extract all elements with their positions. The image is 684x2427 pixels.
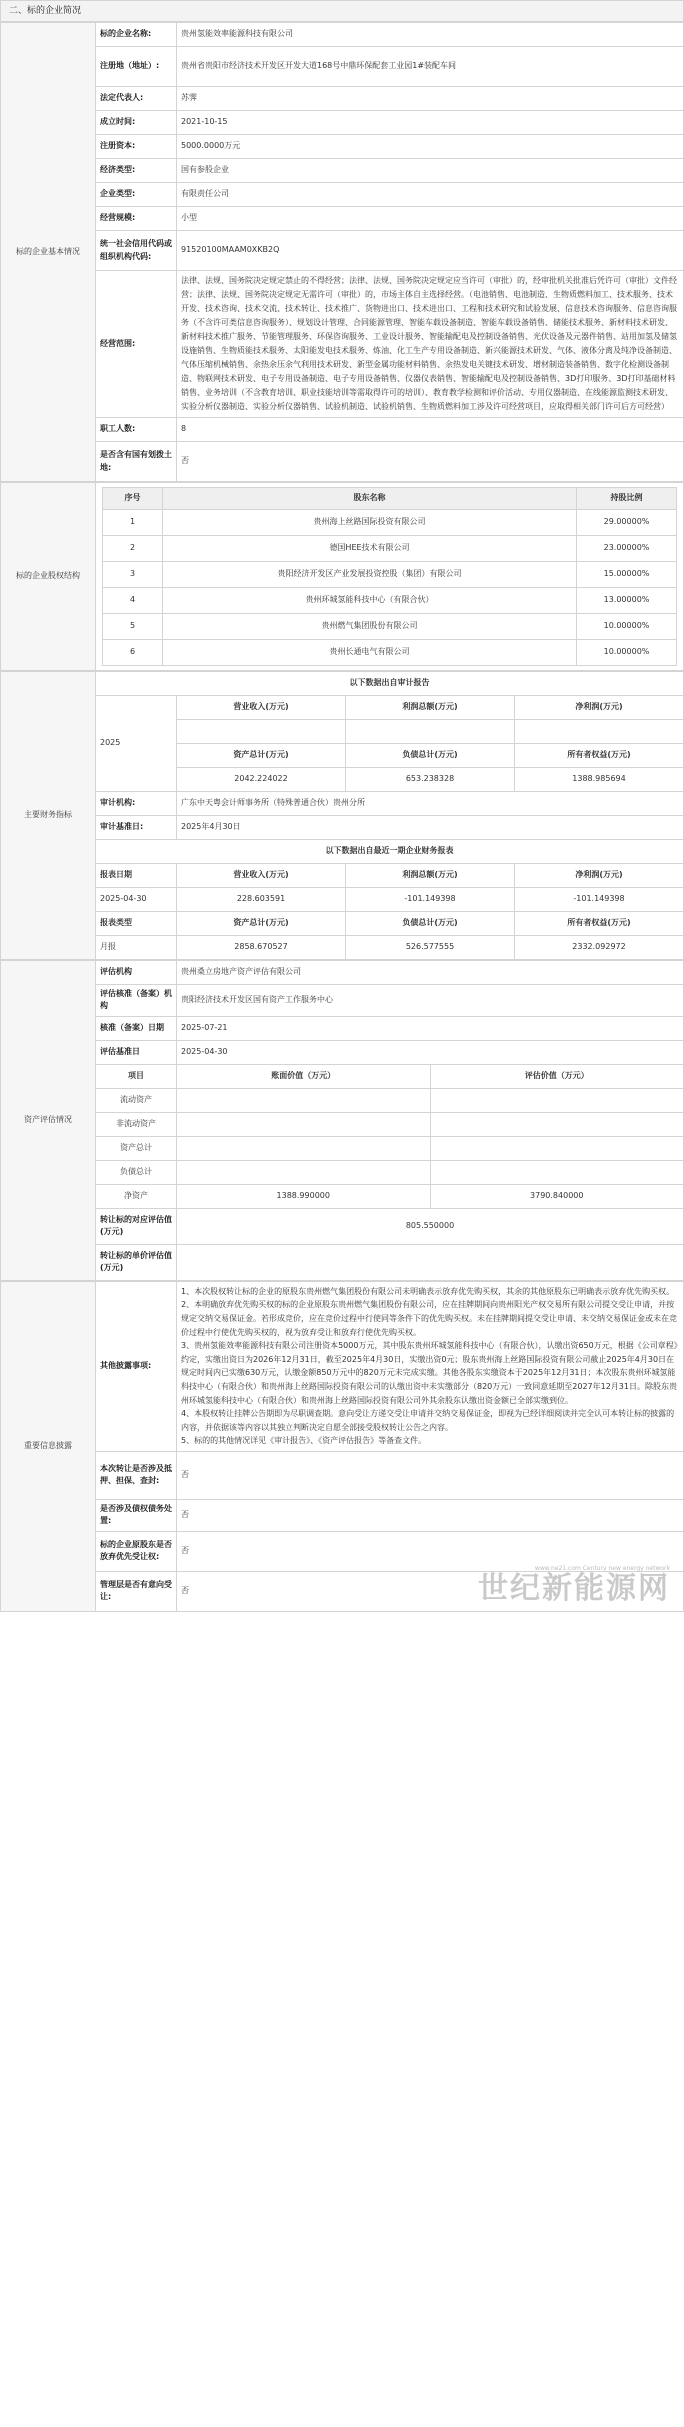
- assess-book: [177, 1136, 431, 1160]
- claims-value: 否: [177, 1499, 684, 1531]
- holder-name: 贵州海上丝路国际投资有限公司: [163, 510, 577, 536]
- holder-name: 贵州环城氢能科技中心（有限合伙）: [163, 588, 577, 614]
- mgmt-value: 否: [177, 1571, 684, 1611]
- econ-label: 经济类型:: [96, 159, 177, 183]
- holder-name: 德国HEE技术有限公司: [163, 536, 577, 562]
- pre-label: 标的企业原股东是否放弃优先受让权:: [96, 1531, 177, 1571]
- basic-info-table: [0, 22, 684, 482]
- address-value: 贵州省贵阳市经济技术开发区开发大道168号中鼎环保配套工业园1#装配车间: [177, 47, 684, 87]
- row-no: 5: [103, 614, 163, 640]
- rep-value: 苏霁: [177, 87, 684, 111]
- equity-val-value: 805.550000: [177, 1208, 684, 1244]
- holder-pct: 29.00000%: [577, 510, 677, 536]
- recent-date: 2025-04-30: [96, 888, 177, 912]
- holder-name: 贵州长通电气有限公司: [163, 640, 577, 666]
- audit-h-liab: 负债总计(万元): [346, 744, 515, 768]
- approve-date-label: 核准（备案）日期: [96, 1016, 177, 1040]
- recent-h-revenue: 营业收入(万元): [177, 864, 346, 888]
- approve-value: 贵阳经济技术开发区国有资产工作服务中心: [177, 985, 684, 1017]
- assess-eval: [430, 1088, 684, 1112]
- founded-label: 成立时间:: [96, 111, 177, 135]
- equity-val-label: 转让标的对应评估值(万元): [96, 1208, 177, 1244]
- base-label: 评估基准日: [96, 1040, 177, 1064]
- pledge-value: 否: [177, 1451, 684, 1499]
- table-row: [1, 1184, 684, 1208]
- holder-pct: 10.00000%: [577, 614, 677, 640]
- holder-pct: 23.00000%: [577, 536, 677, 562]
- recent-h-equity: 所有者权益(万元): [515, 912, 684, 936]
- scale-value: 小型: [177, 207, 684, 231]
- equity-category: 标的企业股权结构: [1, 483, 96, 671]
- col-eval: 评估价值（万元）: [430, 1064, 684, 1088]
- disclosure-category: 重要信息披露: [1, 1281, 96, 1611]
- assess-category: 资产评估情况: [1, 961, 96, 1281]
- row-no: 6: [103, 640, 163, 666]
- assess-book: [177, 1088, 431, 1112]
- assess-item: 资产总计: [96, 1136, 177, 1160]
- other-label: 其他披露事项:: [96, 1281, 177, 1451]
- holder-pct: 15.00000%: [577, 562, 677, 588]
- holder-pct: 10.00000%: [577, 640, 677, 666]
- pre-value: 否: [177, 1531, 684, 1571]
- recent-assets: 2858.670527: [177, 936, 346, 960]
- note-item: 1、本次股权转让标的企业的原股东贵州燃气集团股份有限公司未明确表示放弃优先购买权，其余的其他原股东已明确表示放弃优先购买权。: [181, 1286, 675, 1296]
- recent-revenue: 228.603591: [177, 888, 346, 912]
- col-no: 序号: [103, 488, 163, 510]
- org-value: 贵州桑立房地产资产评估有限公司: [177, 961, 684, 985]
- table-row: [1, 1088, 684, 1112]
- watermark-text: 世纪新能源网: [478, 1570, 670, 1606]
- rep-label: 法定代表人:: [96, 87, 177, 111]
- alloc-value: 否: [177, 442, 684, 482]
- table-row: [103, 562, 677, 588]
- row-no: 3: [103, 562, 163, 588]
- econ-value: 国有参股企业: [177, 159, 684, 183]
- pledge-label: 本次转让是否涉及抵押、担保、查封:: [96, 1451, 177, 1499]
- assess-eval: [430, 1136, 684, 1160]
- note-item: 4、本股权转让挂牌公告期即为尽职调查期。意向受让方递交受让申请并交纳交易保证金，即视为已经详细阅读并完全认可本转让标的披露的内容，并依据该等内容以其独立判断决定自愿全部接受股权转让公告之内容。: [181, 1409, 675, 1432]
- holder-name: 贵州燃气集团股份有限公司: [163, 614, 577, 640]
- recent-h-type: 报表类型: [96, 912, 177, 936]
- note-item: 5、标的的其他情况详见《审计报告》、《资产评估报告》等备查文件。: [181, 1436, 427, 1446]
- audit-title: 以下数据出自审计报告: [96, 672, 684, 696]
- section-header: 二、标的企业简况: [0, 0, 684, 22]
- table-row: [103, 536, 677, 562]
- audit-h-profit: 利润总额(万元): [346, 696, 515, 720]
- assess-item: 非流动资产: [96, 1112, 177, 1136]
- finance-category: 主要财务指标: [1, 672, 96, 960]
- row-no: 4: [103, 588, 163, 614]
- alloc-label: 是否含有国有划拨土地:: [96, 442, 177, 482]
- approve-label: 评估核准（备案）机构: [96, 985, 177, 1017]
- watermark: [478, 1564, 670, 1606]
- assess-item: 净资产: [96, 1184, 177, 1208]
- assess-eval: [430, 1112, 684, 1136]
- base-value: 2025-04-30: [177, 1040, 684, 1064]
- assess-book: [177, 1112, 431, 1136]
- assess-eval: 3790.840000: [430, 1184, 684, 1208]
- audit-equity: 1388.985694: [515, 768, 684, 792]
- audit-revenue: [177, 720, 346, 744]
- founded-value: 2021-10-15: [177, 111, 684, 135]
- holder-name: 贵阳经济开发区产业发展投资控股（集团）有限公司: [163, 562, 577, 588]
- staff-value: 8: [177, 418, 684, 442]
- audit-h-equity: 所有者权益(万元): [515, 744, 684, 768]
- assess-item: 负债总计: [96, 1160, 177, 1184]
- holder-pct: 13.00000%: [577, 588, 677, 614]
- claims-label: 是否涉及债权债务处置:: [96, 1499, 177, 1531]
- note-item: 3、贵州氢能效率能源科技有限公司注册资本5000万元，其中股东贵州环城氢能科技中心（有限合伙），认缴出资650万元，根据《公司章程》约定，实缴出资日为2026年12月31日，截至2025年4月30日，实缴出资0元；股东贵州海上丝路国际投资有限公司截止2025年4月30日在规定时间内已实缴630万元，认缴金额850万元中的820万元未完成实缴。其他各股东实缴资本于2025年12月31日；本次股东贵州环城氢能科技中心（有限合伙）和贵州海上丝路国际投资有限公司的认缴出资中未实缴部分（820万元）一致同意延期至2027年12月31日。除股东贵州环城氢能科技中心（有限合伙）和贵州海上丝路国际投资有限公司外其余股东认缴出资金额已全部实缴到位。: [181, 1341, 678, 1405]
- audit-h-revenue: 营业收入(万元): [177, 696, 346, 720]
- disclosure-notes: [177, 1281, 684, 1451]
- scope-label: 经营范围:: [96, 271, 177, 418]
- auditor-value: 广东中天粤会计师事务所（特殊普通合伙）贵州分所: [177, 792, 684, 816]
- credit-value: 91520100MAAM0XKB2Q: [177, 231, 684, 271]
- table-row: [103, 614, 677, 640]
- shareholder-table: [102, 487, 677, 666]
- address-label: 注册地（地址）:: [96, 47, 177, 87]
- recent-equity: 2332.092972: [515, 936, 684, 960]
- ctype-label: 企业类型:: [96, 183, 177, 207]
- recent-liab: 526.577555: [346, 936, 515, 960]
- assess-book: [177, 1160, 431, 1184]
- capital-label: 注册资本:: [96, 135, 177, 159]
- table-row: [1, 1112, 684, 1136]
- credit-label: 统一社会信用代码或组织机构代码:: [96, 231, 177, 271]
- assess-item: 流动资产: [96, 1088, 177, 1112]
- staff-label: 职工人数:: [96, 418, 177, 442]
- finance-table: [0, 671, 684, 960]
- col-pct: 持股比例: [577, 488, 677, 510]
- table-row: [1, 1136, 684, 1160]
- table-row: [1, 1160, 684, 1184]
- audit-net: [515, 720, 684, 744]
- unit-val-value: [177, 1244, 684, 1280]
- recent-title: 以下数据出自最近一期企业财务报表: [96, 840, 684, 864]
- watermark-sub: www.ne21.com Century new energy network: [534, 1565, 670, 1573]
- audit-h-net: 净利润(万元): [515, 696, 684, 720]
- name-label: 标的企业名称:: [96, 23, 177, 47]
- col-holder: 股东名称: [163, 488, 577, 510]
- recent-profit: -101.149398: [346, 888, 515, 912]
- capital-value: 5000.0000万元: [177, 135, 684, 159]
- company-name: 贵州氢能效率能源科技有限公司: [177, 23, 684, 47]
- assess-eval: [430, 1160, 684, 1184]
- org-label: 评估机构: [96, 961, 177, 985]
- scale-label: 经营规模:: [96, 207, 177, 231]
- basic-category: 标的企业基本情况: [1, 23, 96, 482]
- recent-h-net: 净利润(万元): [515, 864, 684, 888]
- audit-date-value: 2025年4月30日: [177, 816, 684, 840]
- audit-year: 2025: [96, 696, 177, 792]
- row-no: 2: [103, 536, 163, 562]
- recent-h-liab: 负债总计(万元): [346, 912, 515, 936]
- recent-h-profit: 利润总额(万元): [346, 864, 515, 888]
- mgmt-label: 管理层是否有意向受让:: [96, 1571, 177, 1611]
- ctype-value: 有限责任公司: [177, 183, 684, 207]
- table-row: [103, 588, 677, 614]
- audit-date-label: 审计基准日:: [96, 816, 177, 840]
- approve-date-value: 2025-07-21: [177, 1016, 684, 1040]
- assessment-table: [0, 960, 684, 1281]
- unit-val-label: 转让标的单价评估值(万元): [96, 1244, 177, 1280]
- assess-book: 1388.990000: [177, 1184, 431, 1208]
- recent-h-date: 报表日期: [96, 864, 177, 888]
- row-no: 1: [103, 510, 163, 536]
- recent-type: 月报: [96, 936, 177, 960]
- note-item: 2、本明确放弃优先购买权的标的企业原股东贵州燃气集团股份有限公司，应在挂牌期间向贵州阳光产权交易所有限公司提交受让申请，并按规定交纳交易保证金。若形成竞价，应在竞价过程中行使同等条件下的优先购买权。未在挂牌期间提交受让申请、未交纳交易保证金或未在竞价过程中行使优先购买权的，视为放弃受让和放弃行使优先购买权。: [181, 1300, 677, 1337]
- col-book: 账面价值（万元）: [177, 1064, 431, 1088]
- scope-value: 法律、法规、国务院决定规定禁止的不得经营；法律、法规、国务院决定规定应当许可（审批）的，经审批机关批准后凭许可（审批）文件经营；法律、法规、国务院决定规定无需许可（审批）的，市场主体自主选择经营。（电池销售、电池制造、生物质燃料加工、技术服务、技术开发、技术咨询、技术交流、技术转让、技术推广、货物进出口、技术进出口、工程和技术研究和试验发展、信息技术咨询服务、信息咨询服务（不含许可类信息咨询服务）、规划设计管理、合同能源管理、智能车载设备制造、智能车载设备销售、储能技术服务、新材料技术研发、新材料技术推广服务、节能管理服务、环保咨询服务、工业设计服务、智能输配电及控制设备销售、光伏设备及元器件销售、站用加氢及储氢设施销售、生物质能技术服务、太阳能发电技术服务、炼油、化工生产专用设备制造、新兴能源技术研发、气体、液体分离及纯净设备制造、气体压缩机械销售、余热余压余气利用技术研发、新型金属功能材料销售、余热发电关键技术研发、增材制造装备销售、数字化检测设备制造、物联网技术研发、电子专用设备制造、电子专用设备销售、仪器仪表销售、智能输配电及控制设备销售、3D打印服务、3D打印基础材料销售、业务培训（不含教育培训、职业技能培训等需取得许可的培训）、教育教学检测和评价活动、专用仪器制造、在线能源监测技术研发、实验分析仪器制造、实验分析仪器销售、试验机制造、试验机销售、生物质燃料加工涉及许可经营项目，应取得相关部门许可后方可经营）: [177, 271, 684, 418]
- col-item: 项目: [96, 1064, 177, 1088]
- auditor-label: 审计机构:: [96, 792, 177, 816]
- audit-liab: 653.238328: [346, 768, 515, 792]
- table-row: [103, 510, 677, 536]
- equity-table: [0, 482, 684, 671]
- disclosure-table: [0, 1281, 684, 1612]
- recent-net: -101.149398: [515, 888, 684, 912]
- audit-assets: 2042.224022: [177, 768, 346, 792]
- audit-h-assets: 资产总计(万元): [177, 744, 346, 768]
- audit-profit: [346, 720, 515, 744]
- table-row: [103, 640, 677, 666]
- recent-h-assets: 资产总计(万元): [177, 912, 346, 936]
